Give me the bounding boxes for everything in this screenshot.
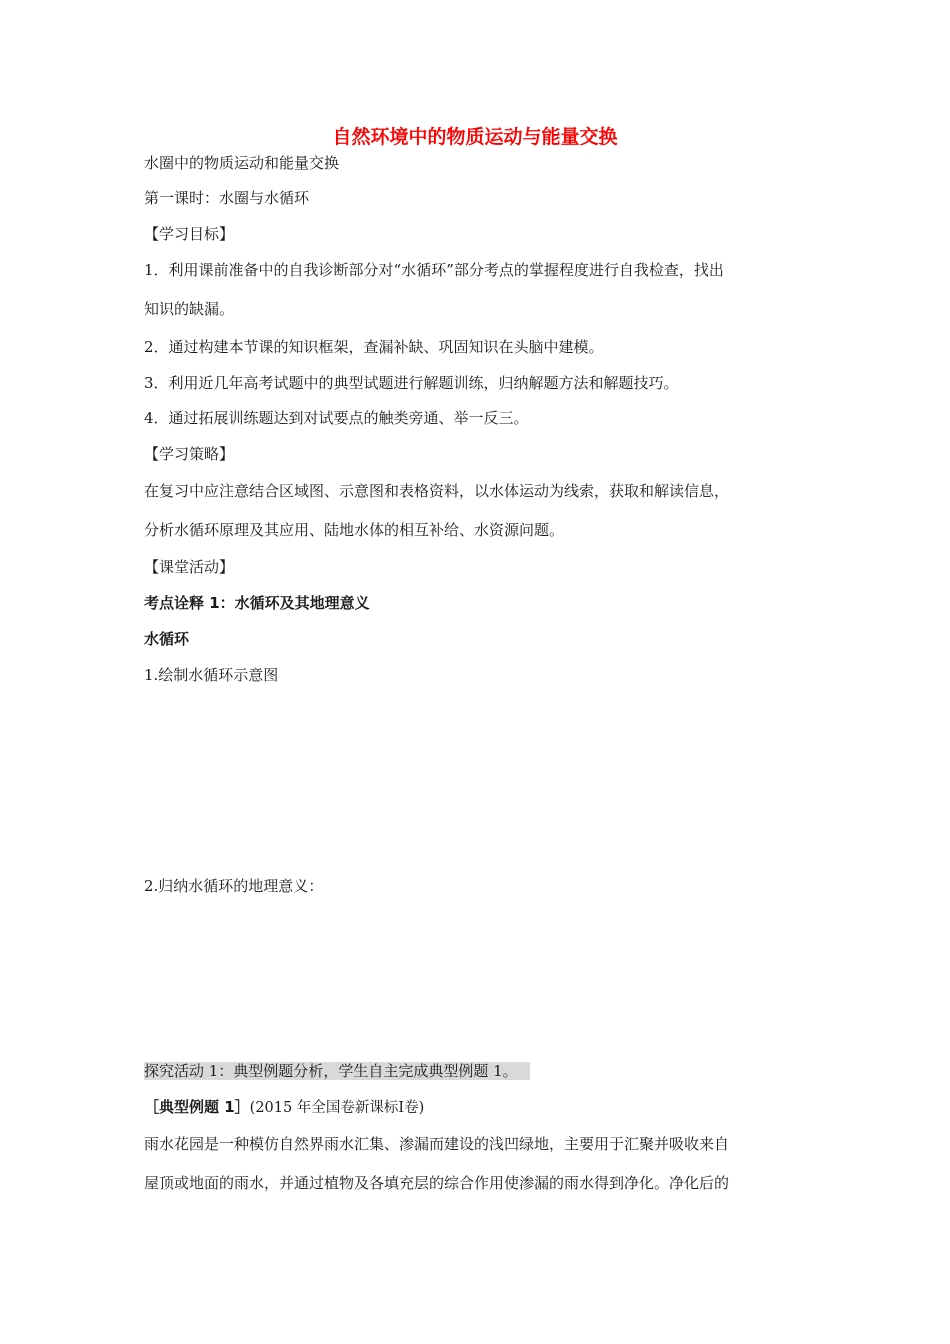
document-title: 自然环境中的物质运动与能量交换 xyxy=(332,126,618,148)
strategy-line-2: 分析水循环原理及其应用、陆地水体的相互补给、水资源问题。 xyxy=(144,521,565,539)
example-label: ［典型例题 1］ xyxy=(144,1098,250,1116)
goal-2: 2．通过构建本节课的知识框架，查漏补缺、巩固知识在头脑中建模。 xyxy=(144,338,604,356)
explore-activity xyxy=(144,1060,530,1082)
task-2: 2.归纳水循环的地理意义： xyxy=(144,877,324,895)
subtitle: 水圈中的物质运动和能量交换 xyxy=(144,154,340,172)
goal-1-line-2: 知识的缺漏。 xyxy=(144,300,235,318)
task-1: 1.绘制水循环示意图 xyxy=(144,666,279,684)
example-paragraph-line-2: 屋顶或地面的雨水，并通过植物及各填充层的综合作用使渗漏的雨水得到净化。净化后的 xyxy=(144,1174,730,1192)
example-source: (2015 年全国卷新课标Ⅰ卷) xyxy=(249,1100,425,1116)
example-paragraph-line-1: 雨水花园是一种模仿自然界雨水汇集、渗漏而建设的浅凹绿地，主要用于汇聚并吸收来自 xyxy=(144,1135,730,1153)
explore-activity-highlight: 探究活动 1：典型例题分析，学生自主完成典型例题 1。 xyxy=(144,1062,530,1080)
point-1-heading: 考点诠释 1：水循环及其地理意义 xyxy=(144,594,370,612)
goal-3: 3．利用近几年高考试题中的典型试题进行解题训练，归纳解题方法和解题技巧。 xyxy=(144,374,679,392)
goal-4: 4．通过拓展训练题达到对试要点的触类旁通、举一反三。 xyxy=(144,409,529,427)
goal-1-line-1: 1．利用课前准备中的自我诊断部分对“水循环”部分考点的掌握程度进行自我检查，找出 xyxy=(144,261,724,279)
goals-heading: 【学习目标】 xyxy=(144,225,235,243)
activity-heading: 【课堂活动】 xyxy=(144,558,235,576)
lesson-title: 第一课时：水圈与水循环 xyxy=(144,189,310,207)
example-heading xyxy=(144,1096,424,1119)
strategy-heading: 【学习策略】 xyxy=(144,445,235,463)
water-cycle-heading: 水循环 xyxy=(144,630,190,648)
strategy-line-1: 在复习中应注意结合区域图、示意图和表格资料，以水体运动为线索，获取和解读信息， xyxy=(144,482,730,500)
